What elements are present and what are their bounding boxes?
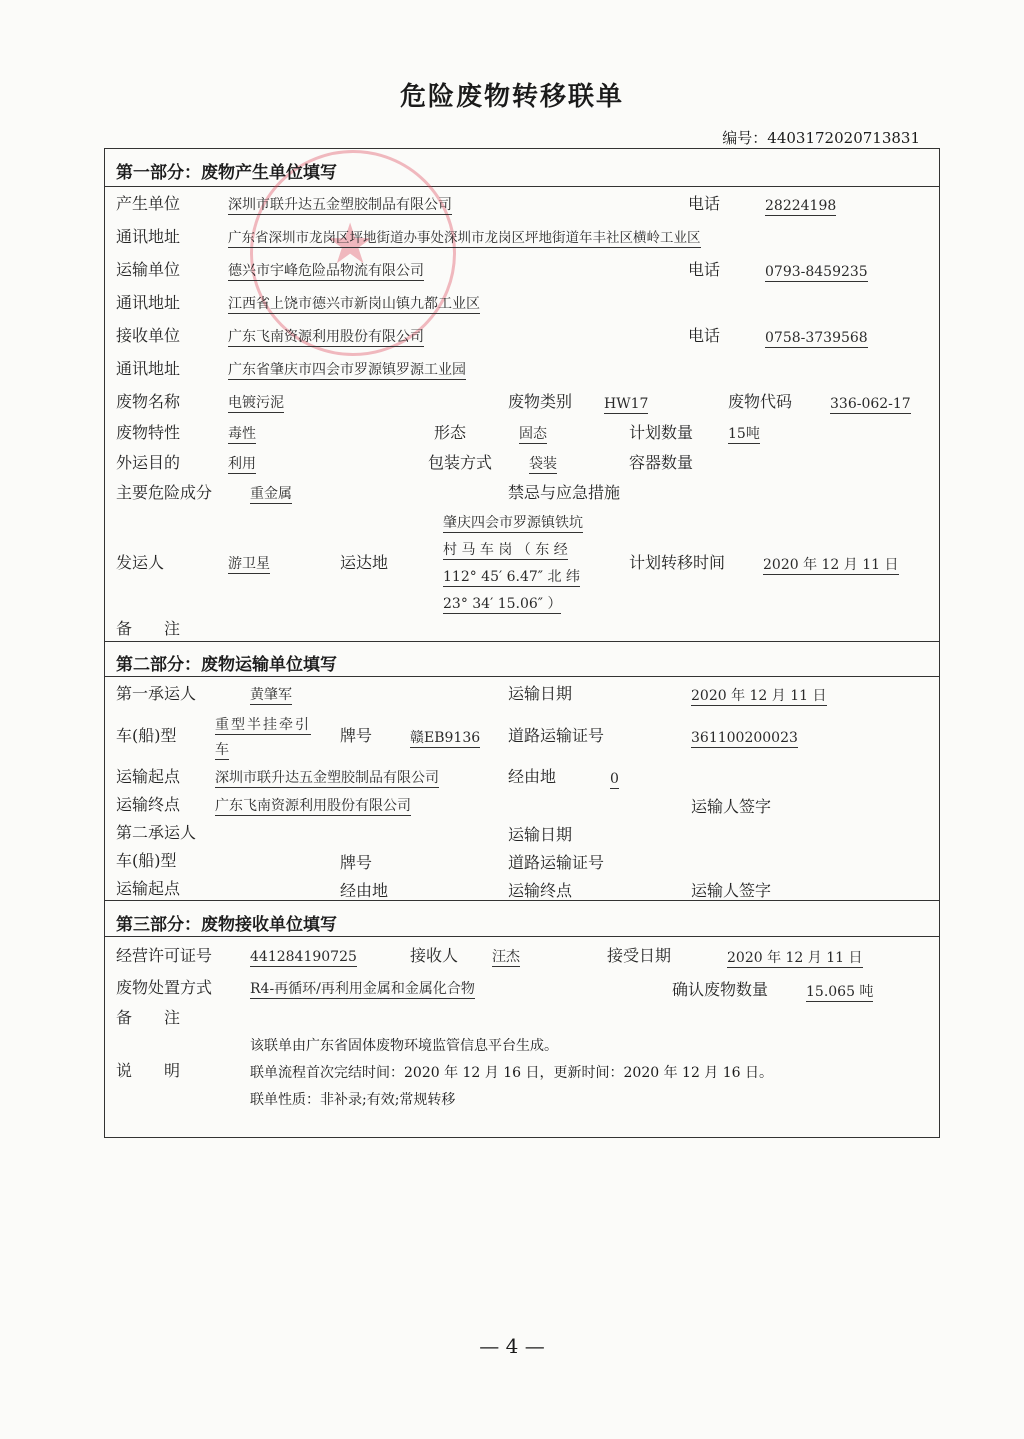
- page-number: — 4 —: [479, 1334, 545, 1358]
- address-label: 通讯地址: [116, 293, 181, 312]
- section-header-part1: 第一部分：废物产生单位填写: [116, 163, 337, 183]
- sender-value: 游卫星: [228, 556, 270, 572]
- document-title: 危险废物转移联单: [399, 82, 624, 112]
- address-label: 通讯地址: [116, 359, 181, 378]
- divider: [104, 676, 940, 677]
- receiver-value: 广东飞南资源利用股份有限公司: [228, 329, 424, 345]
- license-label: 经营许可证号: [116, 946, 213, 965]
- plan-qty-value: 15吨: [728, 426, 760, 442]
- hazard-value: 重金属: [250, 486, 292, 502]
- plan-time-label: 计划转移时间: [629, 553, 726, 572]
- vehicle-line2: 车: [215, 742, 229, 758]
- disposal-label: 废物处置方式: [116, 978, 213, 997]
- form-value: 固态: [519, 426, 547, 442]
- permit-label-2: 道路运输证号: [508, 853, 605, 872]
- plate-value: 赣EB9136: [410, 730, 481, 746]
- license-value: 441284190725: [250, 949, 357, 965]
- receiver-person-value: 汪杰: [492, 949, 520, 965]
- confirm-qty-label: 确认废物数量: [672, 980, 769, 999]
- remark-label-3: 备 注: [116, 1008, 181, 1027]
- signature-label-2: 运输人签字: [691, 881, 772, 900]
- hazard-label: 主要危险成分: [116, 483, 213, 502]
- start-value: 深圳市联升达五金塑胶制品有限公司: [215, 770, 439, 786]
- receiver-person-label: 接收人: [410, 946, 459, 965]
- section-header-part3: 第三部分：废物接收单位填写: [116, 915, 337, 935]
- form-label: 形态: [434, 423, 467, 442]
- seal-star-icon: ★: [325, 212, 376, 277]
- receiver-address: 广东省肇庆市四会市罗源镇罗源工业园: [228, 362, 466, 378]
- plate-label: 牌号: [340, 726, 373, 745]
- producer-label: 产生单位: [116, 194, 181, 213]
- carrier2-label: 第二承运人: [116, 823, 197, 842]
- transporter-address: 江西省上饶市德兴市新岗山镇九都工业区: [228, 296, 480, 312]
- receiver-phone: 0758-3739568: [765, 330, 868, 346]
- receive-date-value: 2020 年 12 月 11 日: [727, 950, 863, 966]
- producer-address: 广东省深圳市龙岗区坪地街道办事处深圳市龙岗区坪地街道年丰社区横岭工业区: [228, 230, 701, 246]
- note-line2: 联单流程首次完结时间：2020 年 12 月 16 日，更新时间：2020 年 12 月 16 日。: [250, 1065, 774, 1081]
- note-line3: 联单性质：非补录;有效;常规转移: [250, 1092, 456, 1108]
- end-label-2: 运输终点: [508, 881, 573, 900]
- note-line1: 该联单由广东省固体废物环境监管信息平台生成。: [250, 1038, 558, 1054]
- permit-label: 道路运输证号: [508, 726, 605, 745]
- divider: [104, 936, 940, 937]
- signature-label: 运输人签字: [691, 797, 772, 816]
- phone-label: 电话: [688, 260, 721, 279]
- receiver-label: 接收单位: [116, 326, 181, 345]
- vehicle-label: 车(船)型: [116, 726, 177, 745]
- packing-label: 包装方式: [428, 453, 493, 472]
- phone-label: 电话: [688, 326, 721, 345]
- plan-time-value: 2020 年 12 月 11 日: [763, 557, 899, 573]
- container-label: 容器数量: [629, 453, 694, 472]
- property-value: 毒性: [228, 426, 256, 442]
- purpose-label: 外运目的: [116, 453, 181, 472]
- waste-name-label: 废物名称: [116, 392, 181, 411]
- via-label-2: 经由地: [340, 881, 389, 900]
- transporter-label: 运输单位: [116, 260, 181, 279]
- waste-code-value: 336-062-17: [830, 396, 911, 412]
- disposal-value: R4-再循环/再利用金属和金属化合物: [250, 981, 475, 997]
- destination-line4: 23° 34′ 15.06″ ）: [443, 596, 562, 612]
- start-label-2: 运输起点: [116, 879, 181, 898]
- purpose-value: 利用: [228, 456, 256, 472]
- receive-date-label: 接受日期: [607, 946, 672, 965]
- remark-label: 备 注: [116, 619, 181, 638]
- transport-date-label: 运输日期: [508, 684, 573, 703]
- permit-value: 361100200023: [691, 730, 798, 746]
- producer-value: 深圳市联升达五金塑胶制品有限公司: [228, 197, 452, 213]
- via-label: 经由地: [508, 767, 557, 786]
- destination-label: 运达地: [340, 553, 389, 572]
- transport-date-value: 2020 年 12 月 11 日: [691, 688, 827, 704]
- vehicle-line1: 重型半挂牵引: [215, 717, 311, 733]
- note-label: 说 明: [116, 1061, 181, 1080]
- destination-line1: 肇庆四会市罗源镇铁坑: [443, 515, 583, 531]
- via-value: 0: [610, 771, 619, 787]
- taboo-label: 禁忌与应急措施: [508, 483, 621, 502]
- divider: [104, 641, 940, 642]
- section-header-part2: 第二部分：废物运输单位填写: [116, 655, 337, 675]
- waste-category-label: 废物类别: [508, 392, 573, 411]
- address-label: 通讯地址: [116, 227, 181, 246]
- document-number: 编号：4403172020713831: [722, 129, 920, 147]
- sender-label: 发运人: [116, 553, 165, 572]
- plan-qty-label: 计划数量: [629, 423, 694, 442]
- waste-name-value: 电镀污泥: [228, 395, 284, 411]
- destination-line3: 112° 45′ 6.47″ 北 纬: [443, 569, 580, 585]
- producer-phone: 28224198: [765, 198, 837, 214]
- divider: [104, 186, 940, 187]
- property-label: 废物特性: [116, 423, 181, 442]
- end-label: 运输终点: [116, 795, 181, 814]
- transporter-phone: 0793-8459235: [765, 264, 868, 280]
- waste-category-value: HW17: [604, 396, 649, 412]
- destination-line2: 村 马 车 岗 （ 东 经: [443, 542, 568, 558]
- confirm-qty-value: 15.065 吨: [806, 984, 874, 1000]
- plate-label-2: 牌号: [340, 853, 373, 872]
- packing-value: 袋装: [529, 456, 557, 472]
- carrier1-label: 第一承运人: [116, 684, 197, 703]
- carrier1-value: 黄肇军: [250, 687, 292, 703]
- transporter-value: 德兴市宇峰危险品物流有限公司: [228, 263, 424, 279]
- transport-date-label-2: 运输日期: [508, 825, 573, 844]
- vehicle-label-2: 车(船)型: [116, 851, 177, 870]
- waste-code-label: 废物代码: [728, 392, 793, 411]
- phone-label: 电话: [688, 194, 721, 213]
- end-value: 广东飞南资源利用股份有限公司: [215, 798, 411, 814]
- start-label: 运输起点: [116, 767, 181, 786]
